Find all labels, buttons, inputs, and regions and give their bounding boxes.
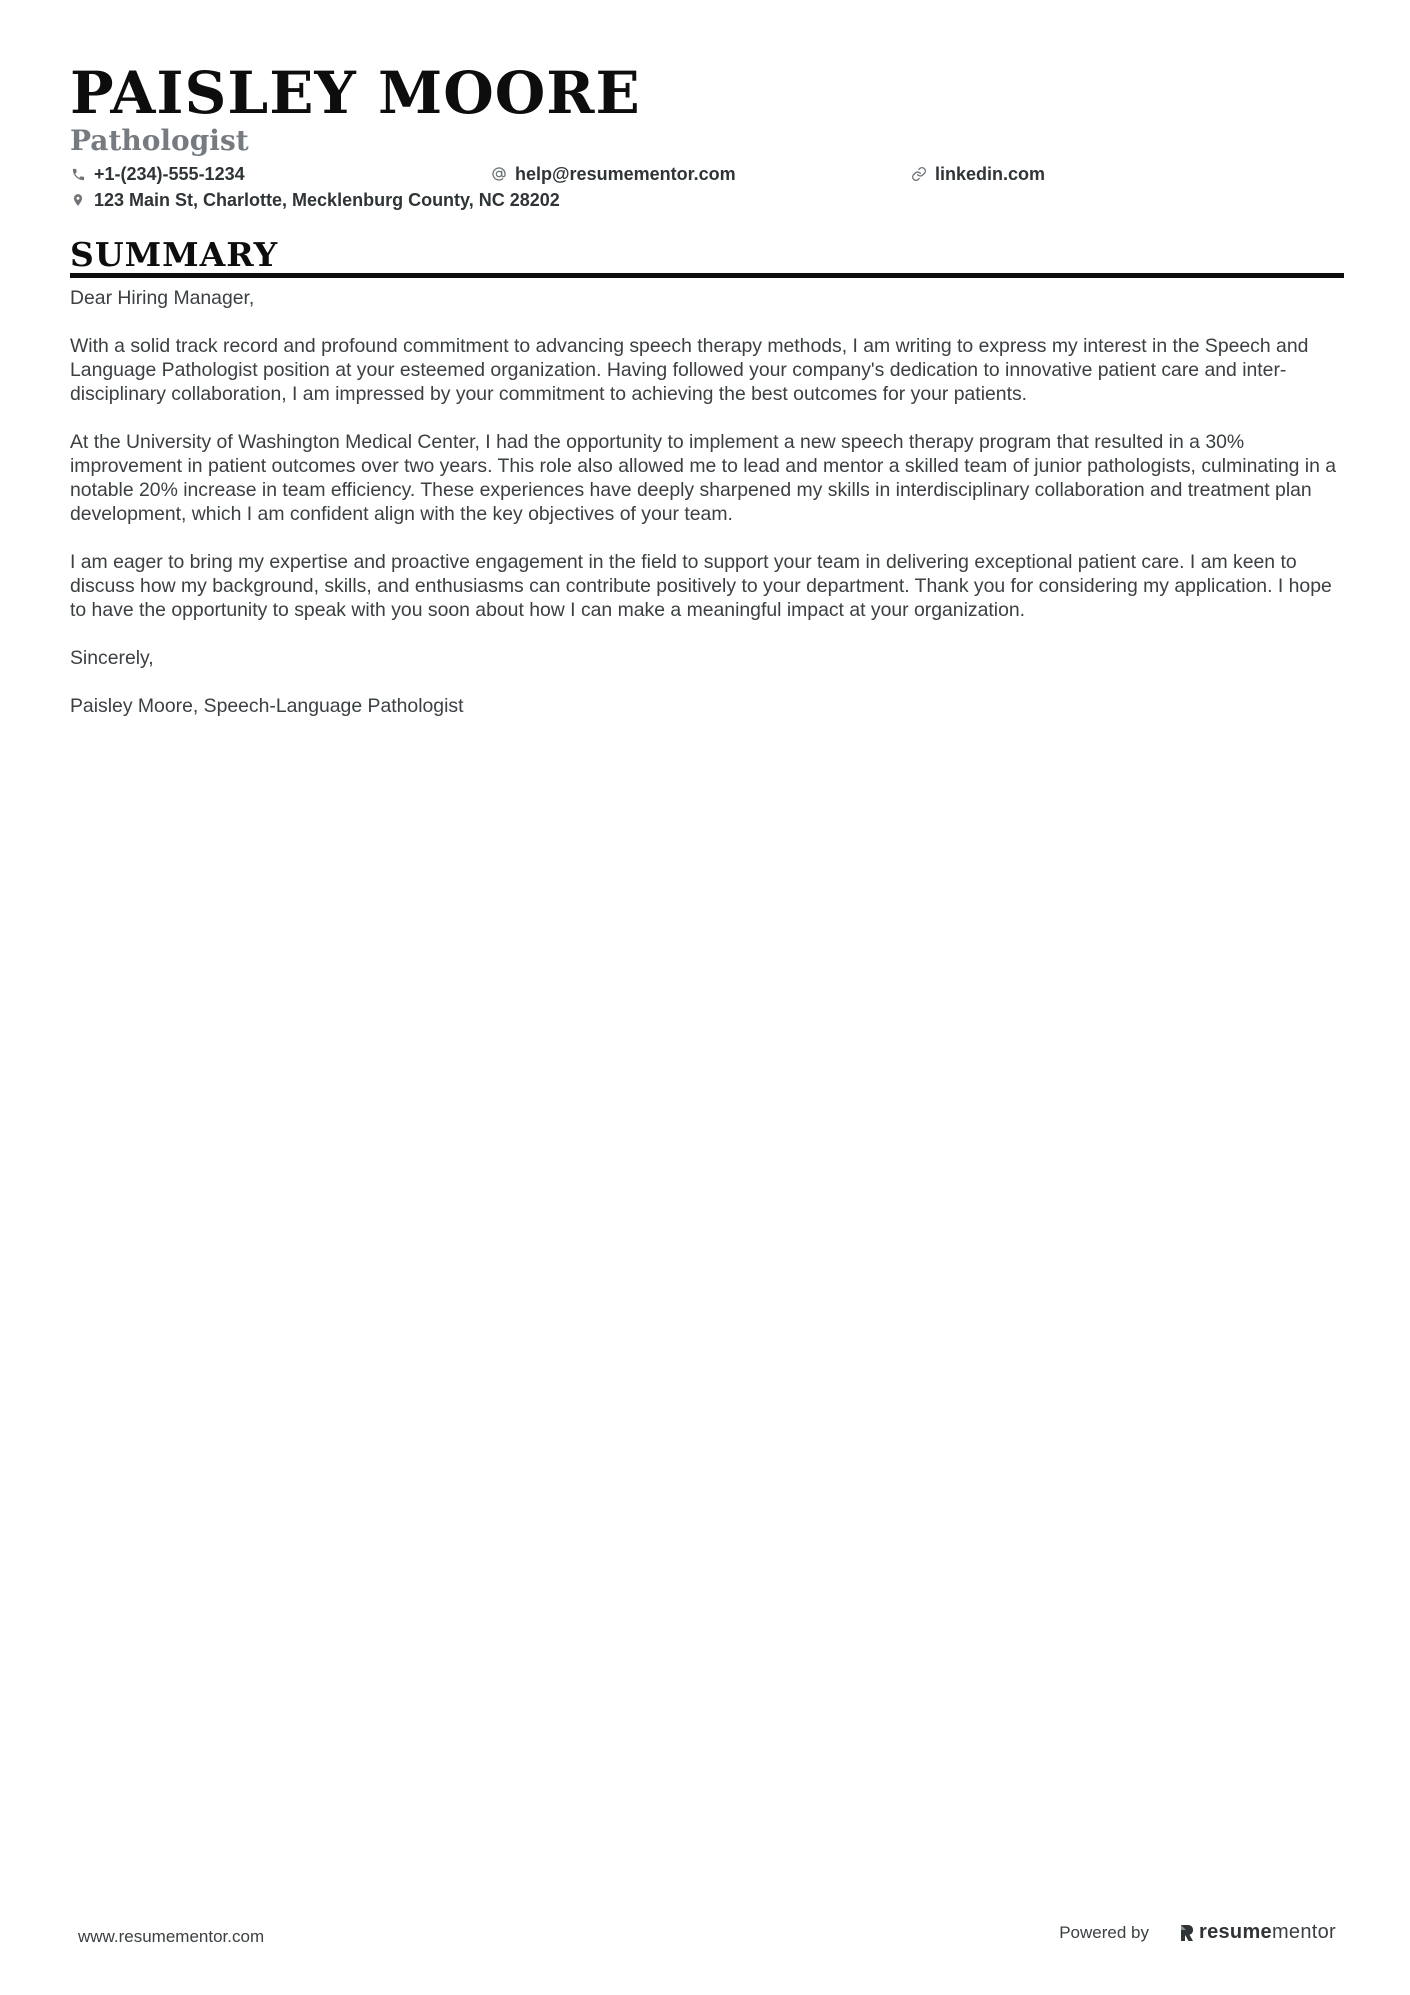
contact-row xyxy=(70,161,1344,187)
paragraph: At the University of Washington Medical Center, I had the opportunity to implement a new speech therapy program that resulted in a 30% improvement in patient outcomes over two years. This role also allowed me to lead and mentor a skilled team of junior pathologists, culminating in a notable 20% increase in team efficiency. These experiences have deeply sharpened my skills in interdisciplinary collaboration and treatment plan development, which I am confident align with the key objectives of your team. xyxy=(70,431,1337,525)
closing: Sincerely, xyxy=(70,647,154,669)
cover-letter xyxy=(70,58,1344,742)
brand-logo[interactable] xyxy=(1179,1921,1336,1944)
paragraph: With a solid track record and profound commitment to advancing speech therapy methods, I am writing to express my interest in the Speech and Language Pathologist position at your esteemed organization. Having followed your company's dedication to innovative patient care and inter-disciplinary collaboration, I am impressed by your commitment to achieving the best outcomes for your patients. xyxy=(70,335,1309,405)
candidate-title: Pathologist xyxy=(70,124,249,157)
greeting: Dear Hiring Manager, xyxy=(70,287,255,309)
resumementor-logo-icon xyxy=(1179,1923,1195,1943)
phone-icon xyxy=(70,166,86,182)
paragraph: I am eager to bring my expertise and proactive engagement in the field to support your team in delivering exceptional patient care. I am keen to discuss how my background, skills, and enthusiasms can contribute positively to your department. Thank you for considering my application. I hope to have the opportunity to speak with you soon about how I can make a meaningful impact at your organization. xyxy=(70,551,1332,621)
contact-email[interactable] xyxy=(491,164,911,185)
letter-body xyxy=(70,286,1344,718)
signature: Paisley Moore, Speech-Language Pathologist xyxy=(70,695,464,717)
contact-linkedin[interactable] xyxy=(911,164,1211,185)
at-icon xyxy=(491,166,507,182)
location-pin-icon xyxy=(70,192,86,208)
contact-address xyxy=(70,190,560,211)
contact-info xyxy=(70,161,1344,213)
footer-website[interactable]: www.resumementor.com xyxy=(78,1927,265,1946)
link-icon xyxy=(911,166,927,182)
footer-branding xyxy=(1059,1921,1336,1944)
summary-heading: SUMMARY xyxy=(70,235,1344,278)
linkedin-text: linkedin.com xyxy=(935,163,1046,184)
brand-name-light: mentor xyxy=(1271,1921,1336,1943)
candidate-name: PAISLEY MOORE xyxy=(70,59,641,127)
powered-by-label: Powered by xyxy=(1059,1922,1149,1942)
address-text: 123 Main St, Charlotte, Mecklenburg County, NC 28202 xyxy=(94,189,560,210)
email-text: help@resumementor.com xyxy=(515,163,736,184)
phone-text: +1-(234)-555-1234 xyxy=(94,163,245,184)
contact-row xyxy=(70,187,1344,213)
brand-name-strong: resume xyxy=(1199,1921,1272,1943)
contact-phone[interactable] xyxy=(70,164,491,185)
